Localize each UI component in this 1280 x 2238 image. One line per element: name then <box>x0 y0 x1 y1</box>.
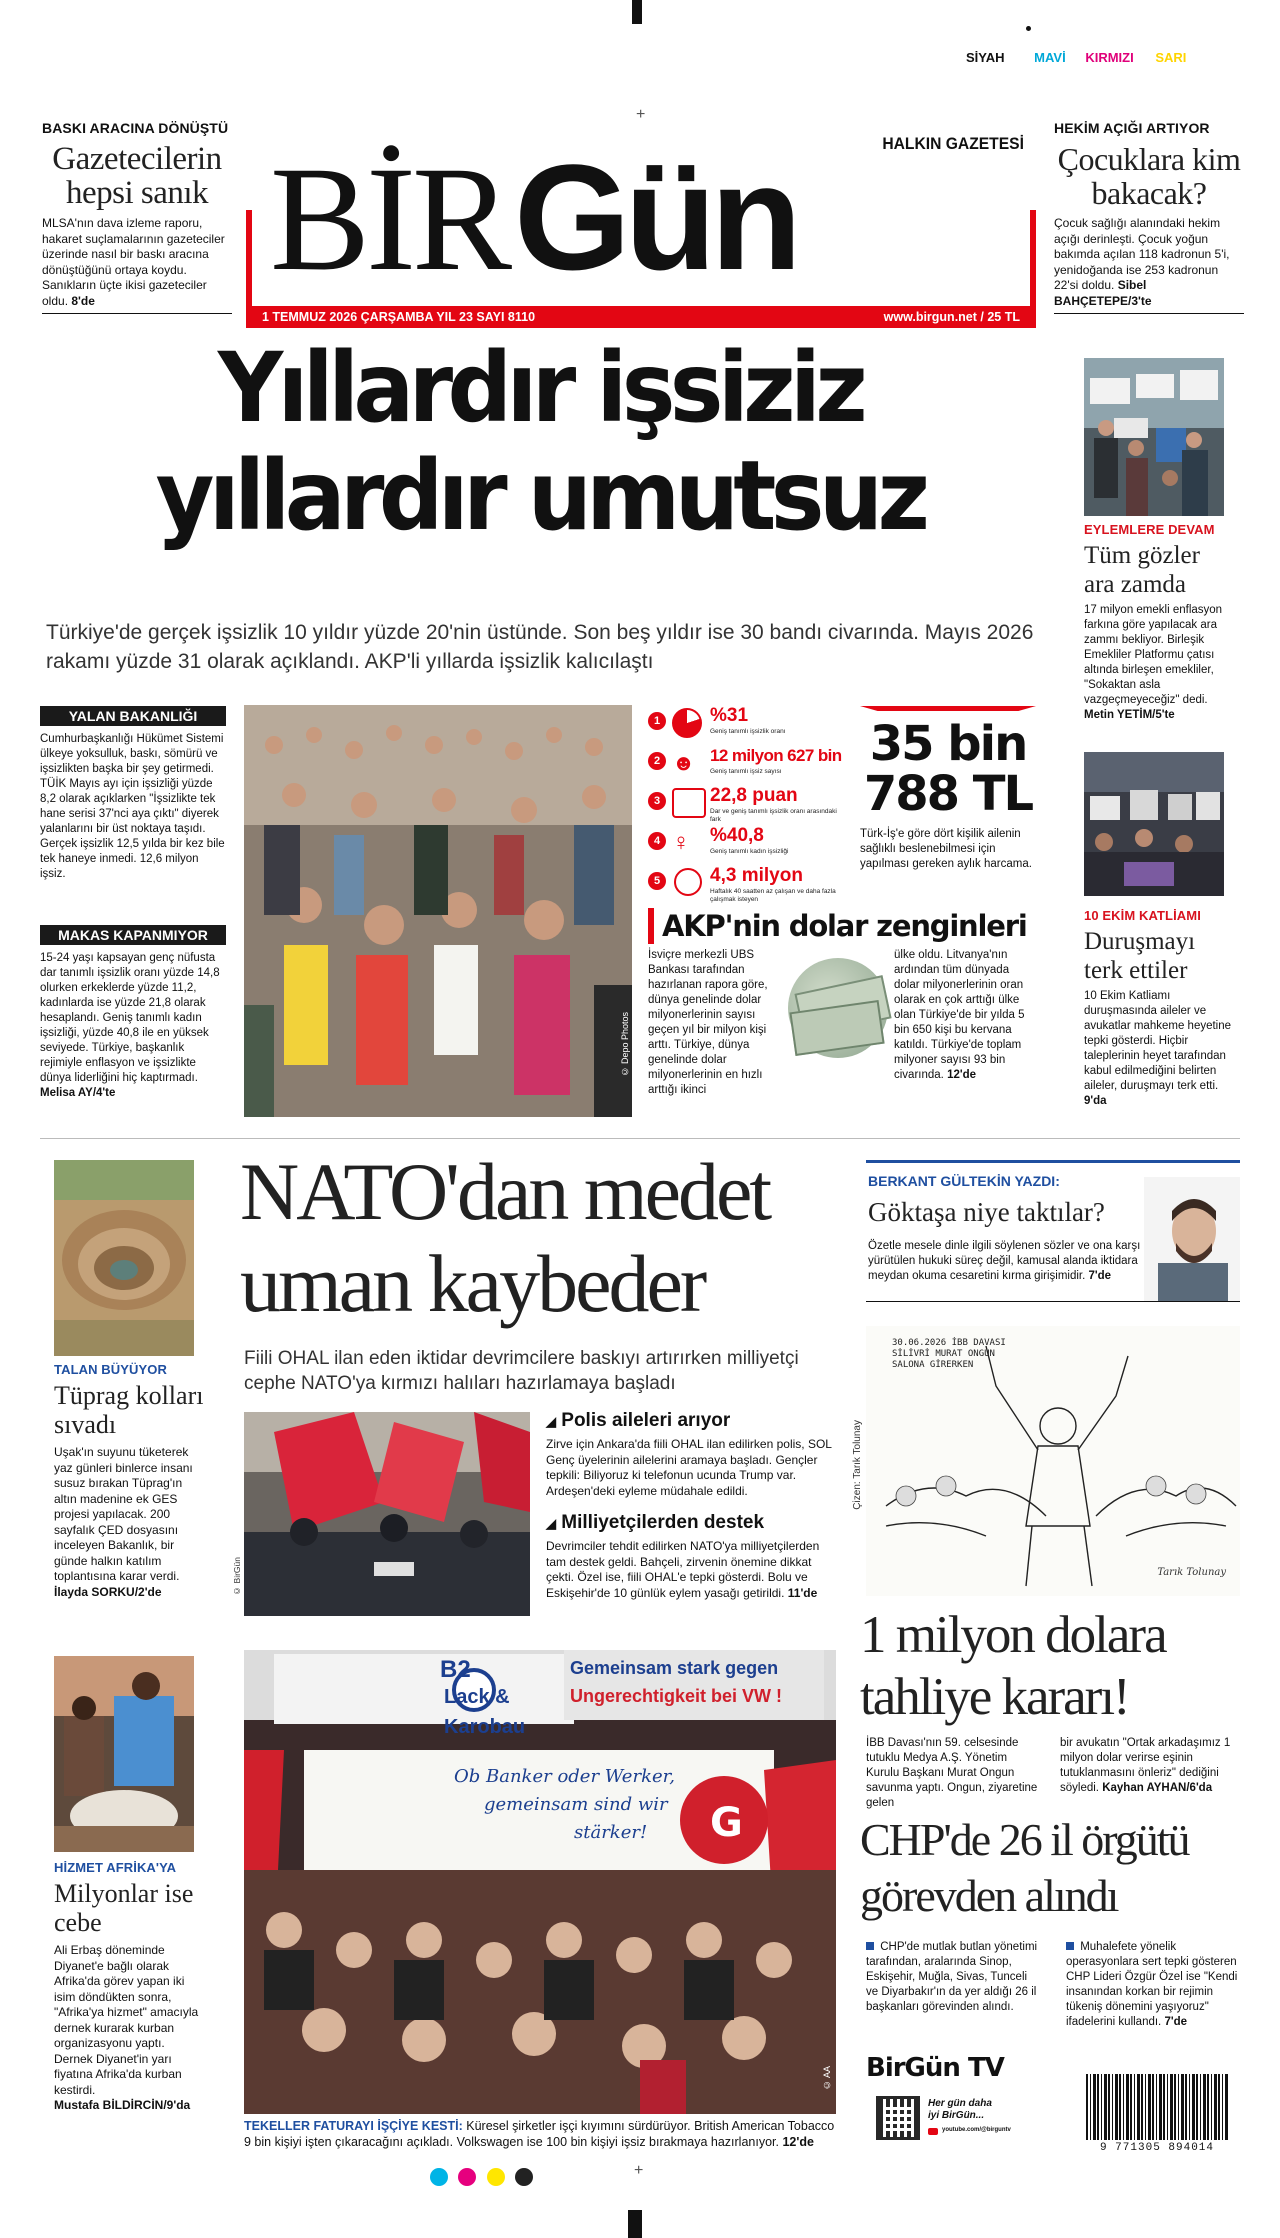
tuprag-story <box>54 1362 204 1600</box>
tahliye-author[interactable]: Kayhan AYHAN/6'da <box>1102 1782 1213 1794</box>
left-ear-ref[interactable]: 8'de <box>71 293 95 308</box>
barcode <box>1086 2074 1228 2164</box>
stat-value: 22,8 puan <box>710 785 798 806</box>
stat-row <box>648 786 848 826</box>
birgun-tv-title: BirGün TV <box>866 2053 1004 2083</box>
birgun-tv[interactable] <box>866 2052 1046 2162</box>
dateline-bar <box>246 306 1036 328</box>
main-headline[interactable] <box>40 334 1040 550</box>
site-price[interactable]: www.birgun.net / 25 TL <box>883 310 1020 324</box>
yalan-story <box>40 706 226 882</box>
stat-value: %40,8 <box>710 825 764 846</box>
afrika-kicker: HİZMET AFRİKA'YA <box>54 1860 177 1875</box>
stat-row <box>648 866 848 910</box>
section-rule <box>40 1138 1240 1139</box>
crowd-illustration <box>244 705 632 1117</box>
nato-sub2-title[interactable] <box>546 1512 836 1535</box>
left-ear-text: MLSA'nın dava izleme raporu, hakaret suçlamalarının gazeteciler üzerinde nasıl bir baskı aracına dönüştüğünü ortaya koydu. Sanıkların üçte ikisi gazeteciler oldu. <box>42 216 225 308</box>
protest-illustration <box>1084 358 1224 516</box>
vw-banner-lack: Lack & <box>444 1686 510 1708</box>
nato-sub1-title[interactable] <box>546 1410 836 1433</box>
vw-protest-illustration <box>244 1650 836 2114</box>
birgun-tv-line2: iyi BirGün... <box>928 2110 985 2121</box>
crop-mark-top <box>632 0 642 24</box>
yellow-dot <box>487 2168 505 2186</box>
svg-text:G: G <box>710 1800 743 1846</box>
author-portrait <box>1144 1177 1240 1301</box>
dolar-body-right <box>894 948 1036 1083</box>
right-ear <box>1054 120 1244 314</box>
clock-icon <box>674 868 702 896</box>
berkant-ref[interactable]: 7'de <box>1088 1270 1112 1282</box>
headline-line2: yıllardır umutsuz <box>155 440 925 552</box>
vw-photo-credit: © AA <box>822 2065 832 2090</box>
birgun-tv-line1: Her gün daha <box>928 2098 992 2109</box>
barcode-number: 9 771305 894014 <box>1099 2142 1215 2154</box>
chp-line1: CHP'de 26 il örgütü <box>860 1814 1189 1865</box>
chp-line2: görevden alındı <box>860 1870 1118 1921</box>
registration-mark-top: + <box>636 106 646 123</box>
colorbar-cyan: MAVİ <box>1034 50 1066 65</box>
makas-label: MAKAS KAPANMIYOR <box>40 925 226 945</box>
afrika-title[interactable]: Milyonlar ise cebe <box>54 1879 194 1937</box>
dolar-story <box>648 908 1036 1118</box>
yalan-label: YALAN BAKANLIĞI <box>40 706 226 726</box>
stat-number: 1 <box>648 712 666 730</box>
colorbar-black: SİYAH <box>966 50 1005 65</box>
nato-deck: Fiili OHAL ilan eden iktidar devrimcilere baskıyı artırırken milliyetçi cephe NATO'ya kırmızı halıları hazırlamaya başladı <box>244 1348 799 1394</box>
katliam-text: 10 Ekim Katliamı duruşmasında aileler ve avukatlar mahkeme heyetine tepki gösterdi. Hiçbir taleplerinin heyet tarafından kabul edilmediğini belirten aileler, duruşmayı terk etti. <box>1084 990 1232 1092</box>
nato-ref[interactable]: 11'de <box>787 1585 818 1600</box>
colorbar-yellow: SARI <box>1155 50 1187 65</box>
tekeller-body: Küresel şirketler işçi kıyımını sürdürüyor. British American Tobacco 9 bin kişiyi işten çıkaracağını açıkladı. Volkswagen ise 100 bin kişiyi işsiz bırakmaya hazırlanıyor. <box>244 2119 835 2149</box>
dolar-title-text: AKP'nin dolar zenginleri <box>662 909 1027 943</box>
masthead-right-bracket <box>1030 210 1036 306</box>
logo-bir: BİR <box>270 136 509 302</box>
people-icon: ☻ <box>672 750 696 775</box>
nato-line1: NATO'dan medet <box>240 1146 770 1237</box>
emekli-kicker: EYLEMLERE DEVAM <box>1084 522 1215 537</box>
tekeller-ref[interactable]: 12'de <box>782 2135 814 2149</box>
vw-banner-staerker: stärker! <box>574 1822 648 1843</box>
crowd-credit: © Depo Photos <box>620 1012 630 1077</box>
square-bullet-icon <box>1066 1942 1074 1950</box>
cartoon-signature: Tarık Tolunay <box>1157 1567 1226 1578</box>
black-dot <box>515 2168 533 2186</box>
vw-banner-gemein2: gemeinsam sind wir <box>484 1794 668 1815</box>
tahliye-line1: 1 milyon dolara <box>860 1606 1166 1664</box>
emekli-title[interactable]: Tüm gözler ara zamda <box>1084 542 1200 598</box>
nato-sub2-title-text: Milliyetçilerden destek <box>561 1512 765 1533</box>
stat-value: %31 <box>710 705 749 726</box>
afrika-author[interactable]: Mustafa BİLDİRCİN/9'da <box>54 2098 191 2112</box>
nato-photo-credit: © BirGün <box>232 1557 242 1596</box>
registration-mark-bottom: + <box>634 2162 644 2179</box>
left-ear-kicker: BASKI ARACINA DÖNÜŞTÜ <box>42 120 229 136</box>
tuprag-kicker: TALAN BÜYÜYOR <box>54 1362 167 1377</box>
stat-caption: Geniş tanımlı işsiz sayısı <box>710 768 782 775</box>
headline-line1: Yıllardır işsiziz <box>217 332 863 444</box>
berkant-body <box>868 1239 1148 1284</box>
berkant-box <box>866 1160 1240 1302</box>
chp-ref[interactable]: 7'de <box>1164 2016 1188 2028</box>
katliam-title[interactable]: Duruşmayı terk ettiler <box>1084 928 1196 984</box>
afrika-body <box>54 1943 204 2114</box>
triangle-icon: ◢ <box>546 1516 556 1531</box>
colorbar-magenta: KIRMIZI <box>1085 50 1134 65</box>
tahliye-headline[interactable] <box>860 1604 1240 1728</box>
chart-icon <box>672 788 706 818</box>
chp-text-left: CHP'de mutlak butlan yönetimi tarafından, aralarında Sinop, Eskişehir, Muğla, Sivas, Tunceli ve Diyarbakır'ın da yer aldığı 26 il başkanları görevinden alındı. <box>866 1941 1038 2013</box>
crowd-photo <box>244 705 632 1117</box>
afrika-story <box>54 1860 204 2114</box>
right-ear-title[interactable]: Çocuklara kim bakacak? <box>1057 141 1241 211</box>
stat-caption: Geniş tanımlı işsizlik oranı <box>710 728 786 735</box>
berkant-avatar <box>1144 1177 1240 1301</box>
crop-mark-bottom <box>628 2210 642 2238</box>
katliam-ref[interactable]: 9'da <box>1084 1095 1107 1107</box>
big-number-line2: 788 TL <box>863 766 1033 822</box>
stat-number: 4 <box>648 832 666 850</box>
stat-caption: Dar ve geniş tanımlı işsizlik oranı arasındaki fark <box>710 808 837 823</box>
stat-caption: Haftalık 40 saatten az çalışan ve daha fazla çalışmak isteyen <box>710 888 836 903</box>
chp-body-right <box>1066 1940 1242 2030</box>
afrika-photo <box>54 1656 194 1852</box>
emekli-text: 17 milyon emekli enflasyon farkına göre yapılacak ara zammı bekliyor. Birleşik Emekliler Platformu çatısı altında birleşen emekliler, "Sokaktan asla vazgeçmeyeceğiz" dedi. <box>1084 604 1223 706</box>
stat-number: 2 <box>648 752 666 770</box>
berkant-title[interactable]: Göktaşa niye taktılar? <box>868 1197 1105 1227</box>
dolar-columns <box>648 948 1036 1118</box>
stat-number: 3 <box>648 792 666 810</box>
tahliye-text-right: bir avukatın "Ortak arkadaşımız 1 milyon dolar verirse eşinin tutuklanmasını önleriz" dediğini söyledi. <box>1060 1737 1231 1794</box>
pie-icon <box>672 708 702 738</box>
vw-banner-b2: B2 <box>440 1656 471 1683</box>
birgun-tv-channel: youtube.com/@birguntv <box>942 2127 1011 2133</box>
yalan-body: Cumhurbaşkanlığı Hükümet Sistemi ülkeye yoksulluk, baskı, sömürü ve işsizlikten başka bir şey getirmedi. TÜİK Mayıs ayı için işsizliği yüzde 8,2 olarak açıklarken "İşsizlikte tek hane serisi 37'nci aya çıktı" diyerek yalanlarını bir üst noktaya taşıdı. Gerçek işsizlik 12,5 yılda bir kez bile tek haneye inmedi. 12,6 milyon işsiz. <box>40 733 225 880</box>
emekli-photo <box>1084 358 1224 516</box>
makas-story <box>40 925 226 1101</box>
vw-photo <box>244 1650 836 2114</box>
logo[interactable] <box>270 132 796 302</box>
masthead <box>246 133 1036 328</box>
youtube-icon <box>928 2128 938 2135</box>
nato-sub2 <box>546 1512 836 1601</box>
vw-banner-gemeinsam: Gemeinsam stark gegen <box>570 1658 779 1678</box>
emekli-author[interactable]: Metin YETİM/5'te <box>1084 709 1175 721</box>
dolar-text-right: ülke oldu. Litvanya'nın ardından tüm dünyada dolar milyonerlerinin oran olarak en çok arttığı ülke olan Türkiye'de bir yılda 5 bin 650 kişi bu kervana katıldı. Türkiye'de toplam milyoner sayısı 93 bin civarında. <box>894 949 1025 1081</box>
magenta-dot <box>458 2168 476 2186</box>
tahliye-line2: tahliye kararı! <box>860 1668 1129 1726</box>
tagline: HALKIN GAZETESİ <box>882 134 1024 153</box>
big-number-line1: 35 bin <box>869 716 1027 772</box>
left-ear-title[interactable]: Gazetecilerin hepsi sanık <box>52 141 222 211</box>
stat-row <box>648 746 848 786</box>
nato-sub2-text: Devrimciler tehdit edilirken NATO'ya milliyetçilerden tam destek geldi. Bahçeli, zirvenin önemine dikkat çekti. Özel ise, fiili OHAL'e tepki gösterdi. Bolu ve Eskişehir'de 10 günlük eylem yasağı getirildi. <box>546 1539 820 1600</box>
dateline: 1 TEMMUZ 2026 ÇARŞAMBA YIL 23 SAYI 8110 <box>262 310 536 324</box>
police-illustration <box>244 1412 530 1616</box>
tuprag-text: Uşak'ın suyunu tüketerek yaz günleri binlerce insanı susuz bırakan Tüprag'ın altın madenine ek GES projesi yapılacak. 200 sayfalık ÇED dosyasını inceleyen Bakanlık, bir günde halkın katılım toplantısına karar verdi. <box>54 1445 193 1583</box>
berkant-text: Özetle mesele dinle ilgili söylenen sözler ve ona karşı yürütülen hukuki süreç değil, kamusal alanda iktidara meydan okuma cesaretini kırma girişimidir. <box>868 1240 1141 1282</box>
right-ear-author[interactable]: Sibel BAHÇETEPE/3'te <box>1054 278 1152 308</box>
makas-body <box>40 951 226 1101</box>
afrika-text: Ali Erbaş döneminde Diyanet'e bağlı olarak Afrika'da görev yapan iki isim döndükten sonra, "Afrika'ya hizmet" amacıyla dernek kurarak kurban organizasyonu yaptı. Dernek Diyanet'in yarı fiyatına Afrika'da kurban kestirdi. <box>54 1943 199 2097</box>
masthead-left-bracket <box>246 210 252 306</box>
nato-sub1 <box>546 1410 836 1499</box>
cartoon-note: 30.06.2026 İBB DAVASI SİLİVRİ MURAT ONGUN SALONA GİRERKEN <box>892 1338 1006 1370</box>
nato-sub2-body <box>546 1539 836 1601</box>
left-ear <box>42 120 232 314</box>
emekli-body <box>1084 603 1234 723</box>
dolar-ref[interactable]: 12'de <box>947 1069 977 1081</box>
tuprag-body <box>54 1445 204 1600</box>
dolar-title[interactable] <box>648 908 1036 944</box>
stat-value: 12 milyon 627 bin <box>710 746 842 765</box>
tahliye-body-right <box>1060 1736 1240 1796</box>
chp-text-right: Muhalefete yönelik operasyonlara sert tepki gösteren CHP Lideri Özgür Özel ise "Kendi insanından korkan bir rejimin tükeniş dönemini yaşıyoruz" ifadelerini kullandı. <box>1066 1941 1238 2028</box>
cartoon-credit: Çizen: Tarık Tolunay <box>852 1420 863 1510</box>
dolar-body-left: İsviçre merkezli UBS Bankası tarafından hazırlanan rapora göre, dünya genelinde dolar milyonerlerinin sayısı geçen yıl bir milyon kişi arttı. Türkiye, dünya genelinde dolar milyonerlerinin en hızlı arttığı ikinci <box>648 949 768 1096</box>
cmyk-dots <box>430 2168 540 2188</box>
katliam-kicker: 10 EKİM KATLİAMI <box>1084 908 1201 923</box>
tuprag-photo <box>54 1160 194 1356</box>
left-ear-body <box>42 216 232 309</box>
sacrifice-illustration <box>54 1656 194 1852</box>
katliam-photo <box>1084 752 1224 896</box>
stats-list <box>648 706 848 910</box>
left-ear-rule <box>42 313 232 314</box>
cyan-dot <box>430 2168 448 2186</box>
woman-icon: ♀ <box>672 829 690 856</box>
barcode-bars <box>1086 2074 1228 2140</box>
emekli-story <box>1084 522 1234 723</box>
headline-deck: Türkiye'de gerçek işsizlik 10 yıldır yüzde 20'nin üstünde. Son beş yıldır ise 30 bandı civarında. Mayıs 2026 rakamı yüzde 31 olarak açıklandı. AKP'li yıllarda işsizlik kalıcılaştı <box>46 621 1034 673</box>
triangle-icon: ◢ <box>546 1414 556 1429</box>
tekeller-kicker: TEKELLER FATURAYI İŞÇİYE KESTİ: <box>244 2119 463 2133</box>
nato-line2: uman kaybeder <box>240 1238 705 1329</box>
vw-banner-karo: Karobau <box>444 1716 526 1738</box>
vw-banner-unger: Ungerechtigkeit bei VW ! <box>570 1686 783 1706</box>
vw-banner-banker: Ob Banker oder Werker, <box>454 1766 675 1787</box>
nato-headline[interactable] <box>240 1146 840 1330</box>
logo-gun: Gün <box>514 133 796 301</box>
court-illustration <box>1084 752 1224 896</box>
qr-code-icon <box>876 2096 920 2140</box>
big-number-rule <box>860 706 1036 711</box>
crop-dot-top <box>1026 26 1031 31</box>
right-ear-body <box>1054 216 1244 309</box>
nato-photo <box>232 1412 530 1616</box>
katliam-story <box>1084 908 1236 1109</box>
makas-author[interactable]: Melisa AY/4'te <box>40 1087 116 1099</box>
square-bullet-icon <box>866 1942 874 1950</box>
stat-caption: Geniş tanımlı kadın işsizliği <box>710 848 789 855</box>
katliam-body <box>1084 989 1236 1109</box>
tuprag-author[interactable]: İlayda SORKU/2'de <box>54 1584 162 1599</box>
cartoon <box>866 1326 1240 1596</box>
colorbar <box>966 50 1206 68</box>
right-ear-text: Çocuk sağlığı alanındaki hekim açığı derinleşti. Çocuk yoğun bakımda açılan 118 kadronun 5'i, yenidoğanda ise 253 kadronun 22'si doldu. <box>1054 216 1230 292</box>
makas-text: 15-24 yaşı kapsayan genç nüfusta dar tanımlı işsizlik oranı yüzde 14,8 olurken erkeklerde yüzde 11,2, kadınlarda ise yüzde 21,8 olarak hesaplandı. Geniş tanımlı kadın işsizliği, yüzde 40,8 ile en yüksek seviyede. Türkiye, başkanlık rejimiyle enflasyon ve işsizlikte dünya liderliğini hiç kaptırmadı. <box>40 952 220 1084</box>
nato-sub1-body: Zirve için Ankara'da fiili OHAL ilan edilirken polis, SOL Genç üyelerinin ailelerini aramaya başladı. Gençler tepkili: Biliyoruz ki telefonun ucunda Trump var. Ardeşen'deki eyleme müdahale edildi. <box>546 1437 832 1498</box>
big-number-box <box>860 706 1036 872</box>
stat-row <box>648 826 848 866</box>
mine-illustration <box>54 1160 194 1356</box>
tekeller-caption <box>244 2118 836 2150</box>
stat-number: 5 <box>648 872 666 890</box>
tuprag-title[interactable]: Tüprag kolları sıvadı <box>54 1381 204 1439</box>
dollar-photo <box>788 958 888 1058</box>
tahliye-body-left: İBB Davası'nın 59. celsesinde tutuklu Medya A.Ş. Yönetim Kurulu Başkanı Murat Ongun savunma yaptı. Ongun, ziyaretine gelen <box>866 1737 1038 1809</box>
big-number-caption: Türk-İş'e göre dört kişilik ailenin sağlıklı beslenebilmesi için yapılması gereken aylık harcama. <box>860 828 1032 870</box>
stat-value: 4,3 milyon <box>710 865 803 886</box>
stat-row <box>648 706 848 746</box>
nato-sub1-title-text: Polis aileleri arıyor <box>561 1410 731 1431</box>
chp-body-left <box>866 1940 1040 2015</box>
right-ear-kicker: HEKİM AÇIĞI ARTIYOR <box>1054 120 1210 136</box>
chp-headline[interactable] <box>860 1812 1250 1924</box>
right-ear-rule <box>1054 313 1244 314</box>
berkant-kicker: BERKANT GÜLTEKİN YAZDI: <box>868 1173 1060 1189</box>
